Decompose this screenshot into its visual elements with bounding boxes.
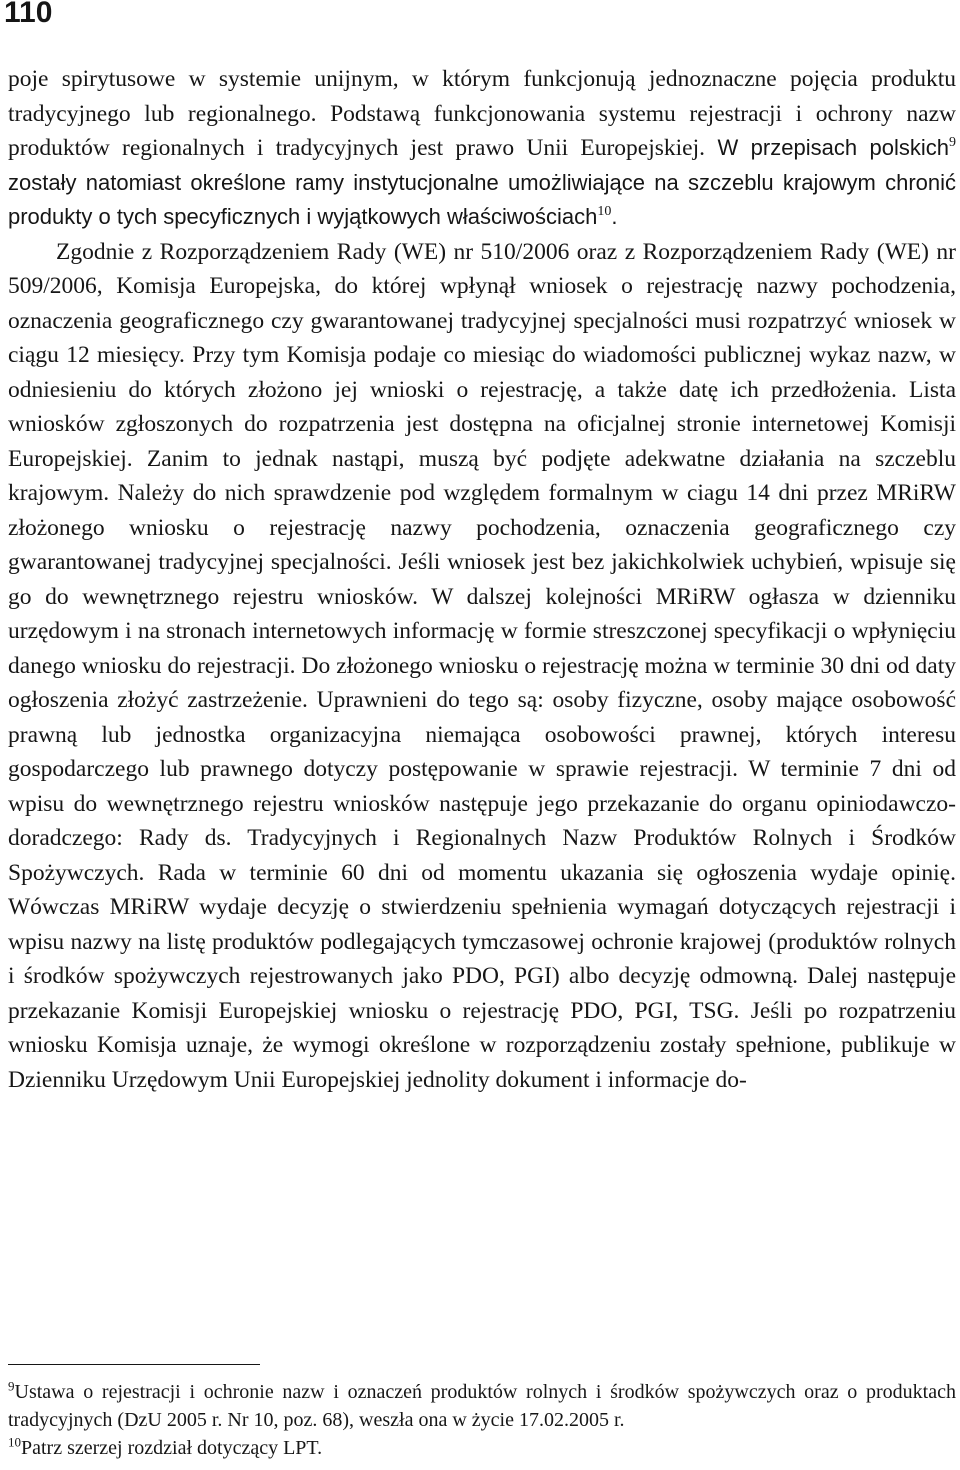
footnote-ref-10[interactable]: 10 <box>597 204 612 220</box>
body-text <box>8 62 956 1097</box>
footnote-ref-9[interactable]: 9 <box>949 135 956 151</box>
footnote-9-text: Ustawa o rejestracji i ochronie nazw i oznaczeń produktów rolnych i środków spożywczych oraz o produktach tradycyjnych (DzU 2005 r. Nr 10, poz. 68), weszła ona w życie 17.02.2005 r. <box>8 1381 956 1431</box>
footnote-10-text: Patrz szerzej rozdział dotyczący LPT. <box>21 1437 323 1459</box>
paragraph-1 <box>8 62 956 235</box>
footnote-divider <box>8 1364 260 1365</box>
paragraph-1-sans-a: W przepisach polskich <box>705 135 949 160</box>
paragraph-2: Zgodnie z Rozporządzeniem Rady (WE) nr 510/2006 oraz z Rozporządzeniem Rady (WE) nr 509/2006, Komisja Europejska, do której wpłynął wniosek o rejestrację nazwy pochodzenia, oznaczenia geograficznego czy gwarantowanej tradycyjnej specjalności musi rozpatrzyć wniosek w ciągu 12 miesięcy. Przy tym Komisja podaje co miesiąc do wiadomości publicznej wykaz nazw, w odniesieniu do których złożono jej wnioski o rejestrację, a także datę ich przedłożenia. Lista wniosków zgłoszonych do rozpatrzenia jest dostępna na oficjalnej stronie internetowej Komisji Europejskiej. Zanim to jednak nastąpi, muszą być podjęte adekwatne działania na szczeblu krajowym. Należy do nich sprawdzenie pod względem formalnym w ciagu 14 dni przez MRiRW złożonego wniosku o rejestrację nazwy pochodzenia, oznaczenia geograficznego czy gwarantowanej tradycyjnej specjalności. Jeśli wniosek jest bez jakichkolwiek uchybień, wpisuje się go do wewnętrznego rejestru wniosków. W dalszej kolejności MRiRW ogłasza w dzienniku urzędowym i na stronach internetowych informację w formie streszczonej specyfikacji o wpłynięciu danego wniosku do rejestracji. Do złożonego wniosku o rejestrację można w terminie 30 dni od daty ogłoszenia złożyć zastrzeżenie. Uprawnieni do tego są: osoby fizyczne, osoby mające osobowość prawną lub jednostka organizacyjna niemająca osobowości prawnej, których interesu gospodarczego lub prawnego dotyczy postępowanie w sprawie rejestracji. W terminie 7 dni od wpisu do wewnętrznego rejestru wniosków następuje jego przekazanie do organu opiniodawczo-doradczego: Rady ds. Tradycyjnych i Regionalnych Nazw Produktów Rolnych i Środków Spożywczych. Rada w terminie 60 dni od momentu ukazania się ogłoszenia wydaje opinię. Wówczas MRiRW wydaje decyzję o stwierdzeniu spełnienia wymagań dotyczących rejestracji i wpisu nazwy na listę produktów podlegających tymczasowej ochronie krajowej (produktów rolnych i środków spożywczych rejestrowanych jako PDO, PGI) albo decyzję odmowną. Dalej następuje przekazanie Komisji Europejskiej wniosku o rejestrację PDO, PGI, TSG. Jeśli po rozpatrzeniu wniosku Komisja uznaje, że wymogi określone w rozporządzeniu zostały spełnione, publikuje w Dzienniku Urzędowym Unii Europejskiej jednolity dokument i informacje do- <box>8 238 956 1093</box>
footnote-mark-10: 10 <box>8 1434 21 1450</box>
footnote-mark-9: 9 <box>8 1378 15 1394</box>
footnotes <box>8 1378 956 1462</box>
footnote-10 <box>8 1434 956 1462</box>
footnote-9 <box>8 1378 956 1434</box>
paragraph-1-sans-c: . <box>611 204 618 229</box>
paragraph-1-sans-b: zostały natomiast określone ramy instytucjonalne umożliwiające na szczeblu krajowym chronić produkty o tych specyficznych i wyjątkowych właściwościach <box>8 169 956 229</box>
paragraph-1-serif: poje spirytusowe w systemie unijnym, w którym funkcjonują jednoznaczne pojęcia produktu tradycyjnego lub regionalnego. Podstawą funkcjonowania systemu rejestracji i ochrony nazw produktów regionalnych i tradycyjnych jest prawo Unii Europejskiej. <box>8 66 956 161</box>
page-number: 110 <box>4 0 53 29</box>
